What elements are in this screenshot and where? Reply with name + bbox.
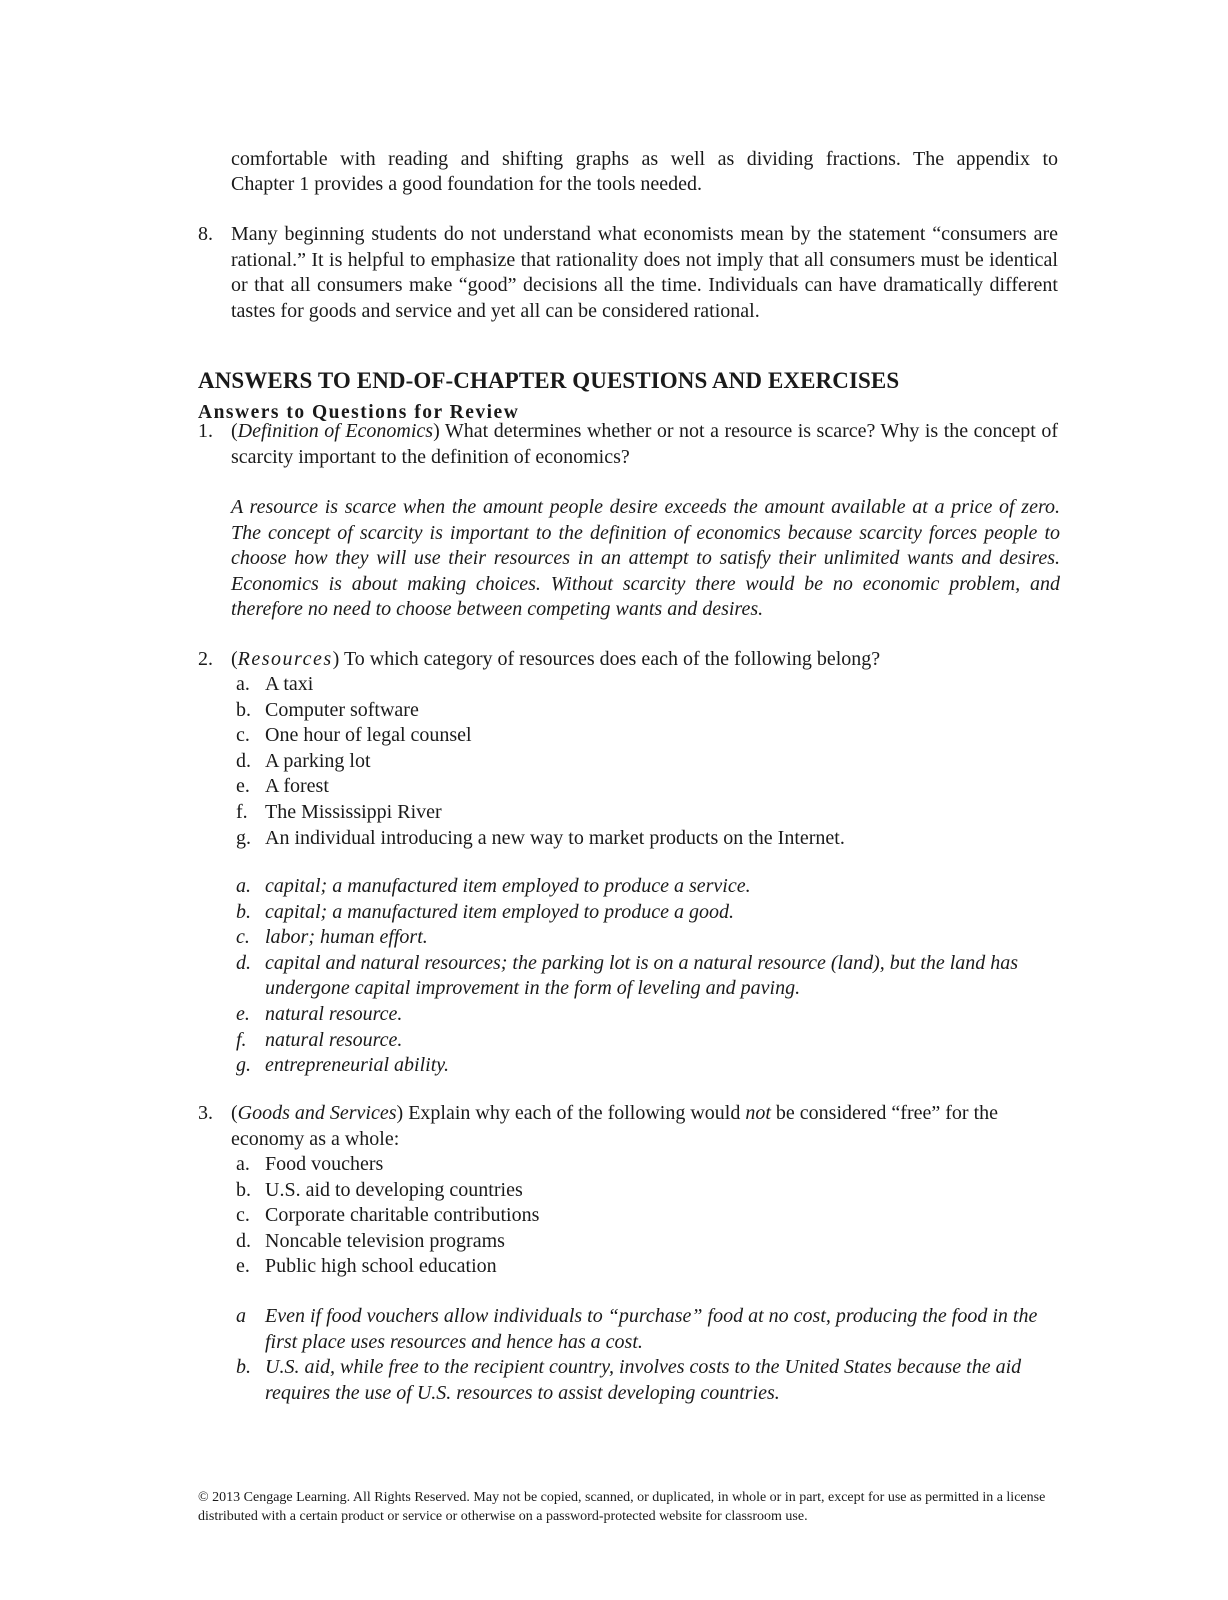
q1-answer: A resource is scarce when the amount people desire exceeds the amount available at a price of zero. The concept of scarcity is important to the definition of economics because scarcity forces people to choose how they will use their resources in an attempt to satisfy their unlimited wants and desires. Economics is about making choices. Without scarcity there would be no economic problem, and therefore no need to choose between competing wants and desires.	[231, 496, 1060, 621]
list-item: a. A taxi	[236, 673, 314, 695]
list-item: e. Public high school education	[236, 1255, 497, 1278]
list-item: d. capital and natural resources; the parking lot is on a natural resource (land), but the land has undergone capital improvement in the form of leveling and paving.	[236, 951, 1019, 1000]
q1-question-text: What determines whether or not a resource is scarce? Why is the concept of scarcity important to the definition of economics?	[231, 420, 1058, 468]
list-item: c. Corporate charitable contributions	[236, 1204, 540, 1227]
note-8-number: 8.	[198, 223, 213, 245]
q2-item-list	[236, 672, 1058, 851]
list-item: b. U.S. aid to developing countries	[236, 1178, 523, 1201]
q3-item-list	[236, 1152, 1058, 1280]
q2-topic: Resources	[237, 648, 333, 670]
list-item: c. One hour of legal counsel	[236, 724, 472, 747]
list-item: f. natural resource.	[236, 1028, 403, 1051]
list-item: c. labor; human effort.	[236, 926, 428, 949]
note-8-text: Many beginning students do not understand what economists mean by the statement “consumers are rational.” It is helpful to emphasize that rationality does not imply that all consumers must be identical or that all consumers make “good” decisions all the time. Individuals can have dramatically different tastes for goods and service and yet all can be considered rational.	[231, 223, 1058, 322]
list-item: b. Computer software	[236, 698, 419, 721]
section-heading: ANSWERS TO END-OF-CHAPTER QUESTIONS AND EXERCISES	[198, 368, 900, 393]
q2-number: 2.	[198, 648, 213, 670]
list-item: e. natural resource.	[236, 1002, 403, 1025]
list-item: a. Food vouchers	[236, 1153, 384, 1175]
list-item: f. The Mississippi River	[236, 800, 442, 823]
list-item: a. capital; a manufactured item employed to produce a service.	[236, 875, 751, 897]
q1-question: (Definition of Economics) What determines whether or not a resource is scarce? Why is the concept of scarcity important to the definition of economics?	[231, 420, 1058, 468]
q2-question-text: To which category of resources does each of the following belong?	[339, 648, 881, 670]
q2-question: (Resources) To which category of resources does each of the following belong?	[231, 648, 881, 670]
q3-question: (Goods and Services) Explain why each of the following would not be considered “free” for the economy as a whole:	[231, 1102, 999, 1150]
list-item: a Even if food vouchers allow individuals to “purchase” food at no cost, producing the food in the first place uses resources and hence has a cost.	[236, 1305, 1038, 1353]
list-item: e. A forest	[236, 775, 329, 798]
section-subheading: Answers to Questions for Review	[198, 402, 520, 423]
list-item: b. capital; a manufactured item employed to produce a good.	[236, 900, 734, 923]
list-item: g. entrepreneurial ability.	[236, 1054, 450, 1077]
list-item: d. Noncable television programs	[236, 1229, 505, 1252]
list-item: d. A parking lot	[236, 749, 371, 772]
list-item: b. U.S. aid, while free to the recipient country, involves costs to the United States because the aid requires the use of U.S. resources to assist developing countries.	[236, 1356, 1022, 1404]
intro-line-2: Chapter 1 provides a good foundation for the tools needed.	[231, 173, 702, 195]
q3-emphasis: not	[745, 1102, 771, 1124]
q3-number: 3.	[198, 1102, 213, 1124]
copyright-footer: © 2013 Cengage Learning. All Rights Reserved. May not be copied, scanned, or duplicated, in whole or in part, except for use as permitted in a license distributed with a certain product or service or otherwise on a password-protected website for classroom use.	[198, 1490, 1046, 1524]
q3-topic: Goods and Services	[237, 1102, 397, 1124]
q1-number: 1.	[198, 420, 213, 442]
intro-line-1: comfortable with reading and shifting graphs as well as dividing fractions. The appendix to	[231, 148, 1058, 170]
q1-topic: Definition of Economics	[237, 420, 434, 442]
q3-answer-list	[236, 1304, 1058, 1406]
list-item: g. An individual introducing a new way to market products on the Internet.	[236, 826, 845, 849]
q2-answer-list	[236, 874, 1030, 1079]
